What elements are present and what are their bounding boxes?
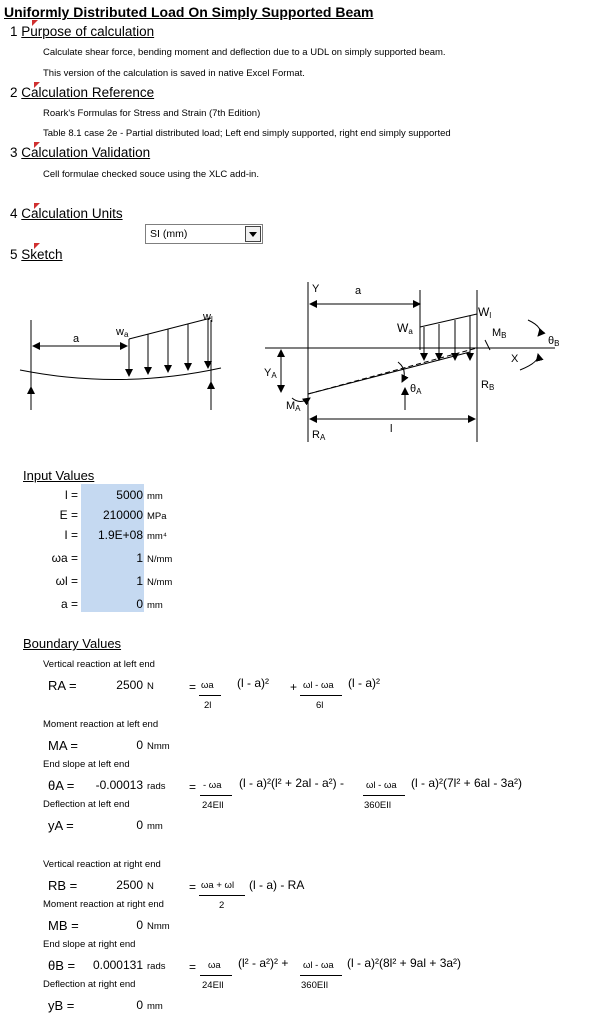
- fraction-bar: [200, 975, 232, 976]
- boundary-unit: rads: [147, 781, 166, 792]
- section-number: 5: [10, 247, 18, 262]
- formula-term: (l - a)²(8l² + 9al + 3a²): [347, 956, 462, 970]
- boundary-symbol: RA =: [48, 678, 77, 693]
- page-title: Uniformly Distributed Load On Simply Supported Beam: [4, 4, 374, 20]
- formula-denominator: 360EIl: [364, 800, 391, 811]
- boundary-value-MA: 0: [136, 738, 143, 752]
- formula-operator: +: [290, 680, 298, 694]
- section-4-heading: [10, 206, 123, 221]
- RB-label: RB: [481, 379, 495, 392]
- formula-numerator: ωl - ωa: [366, 780, 397, 791]
- input-value-wl[interactable]: 1: [136, 574, 143, 588]
- Wl-label: Wl: [478, 305, 492, 320]
- fraction-bar: [300, 695, 342, 696]
- wl-label: wl: [203, 311, 213, 324]
- section-number: 2: [10, 85, 18, 100]
- section-label: Purpose of calculation: [21, 24, 155, 39]
- input-unit: N/mm: [147, 554, 173, 565]
- input-symbol: ωl =: [55, 574, 78, 588]
- input-symbol: l =: [64, 488, 78, 502]
- boundary-unit: Nmm: [147, 741, 170, 752]
- boundary-desc: Deflection at left end: [43, 799, 130, 810]
- fraction-bar: [200, 795, 232, 796]
- MB-label: MB: [492, 327, 507, 340]
- input-value-a[interactable]: 0: [136, 597, 143, 611]
- boundary-unit: N: [147, 681, 154, 692]
- input-values-header: Input Values: [23, 468, 95, 483]
- beam-sketch: [0, 270, 605, 450]
- boundary-desc: Deflection at right end: [43, 979, 136, 990]
- boundary-symbol: θB =: [48, 958, 76, 973]
- input-unit: MPa: [147, 511, 167, 522]
- section-2-heading: [10, 85, 154, 100]
- input-unit: mm⁴: [147, 531, 167, 542]
- fraction-bar: [363, 795, 405, 796]
- equals-sign: =: [189, 960, 197, 974]
- boundary-value-RA: 2500: [116, 678, 143, 692]
- Wa-label: Wa: [397, 321, 413, 336]
- formula-term: (l - a)²: [348, 676, 380, 690]
- boundary-desc: Moment reaction at left end: [43, 719, 159, 730]
- boundary-symbol: yB =: [48, 998, 75, 1013]
- boundary-unit: Nmm: [147, 921, 170, 932]
- thetaB-label: θB: [548, 335, 560, 348]
- equals-sign: =: [189, 680, 197, 694]
- wa-label: wa: [116, 326, 129, 339]
- boundary-unit: mm: [147, 821, 163, 832]
- boundary-value-thetaA: -0.00013: [95, 778, 143, 792]
- boundary-unit: mm: [147, 1001, 163, 1012]
- comment-marker[interactable]: [34, 142, 40, 148]
- boundary-symbol: MA =: [48, 738, 78, 753]
- formula-denominator: 360EIl: [301, 980, 328, 991]
- comment-marker[interactable]: [32, 20, 38, 26]
- comment-marker[interactable]: [34, 82, 40, 88]
- boundary-value-yB: 0: [136, 998, 143, 1012]
- reference-line-2: Table 8.1 case 2e - Partial distributed load; Left end simply supported, right end simply supported: [43, 128, 451, 139]
- input-value-E[interactable]: 210000: [102, 508, 143, 522]
- RA-label: RA: [312, 429, 326, 442]
- boundary-unit: rads: [147, 961, 166, 972]
- boundary-value-thetaB: 0.000131: [92, 958, 143, 972]
- dim-l-label: l: [390, 423, 393, 435]
- x-axis-label: X: [511, 353, 519, 365]
- boundary-desc: Vertical reaction at left end: [43, 659, 155, 670]
- boundary-symbol: yA =: [48, 818, 74, 833]
- formula-term: (l - a) - RA: [249, 878, 305, 892]
- boundary-values-header: Boundary Values: [23, 636, 122, 651]
- section-label: Calculation Reference: [21, 85, 155, 100]
- comment-marker[interactable]: [34, 243, 40, 249]
- formula-denominator: 2l: [204, 700, 212, 711]
- section-5-heading: [10, 247, 63, 262]
- boundary-desc: End slope at left end: [43, 759, 130, 770]
- comment-marker[interactable]: [34, 203, 40, 209]
- boundary-value-MB: 0: [136, 918, 143, 932]
- input-unit: mm: [147, 491, 163, 502]
- dim-a-label: a: [73, 333, 80, 345]
- reference-line-1: Roark's Formulas for Stress and Strain (7th Edition): [43, 108, 261, 119]
- boundary-symbol: RB =: [48, 878, 78, 893]
- section-number: 4: [10, 206, 18, 221]
- input-value-I[interactable]: 1.9E+08: [97, 528, 143, 542]
- fraction-bar: [199, 695, 221, 696]
- formula-term: (l - a)²: [237, 676, 269, 690]
- input-symbol: I =: [64, 528, 78, 542]
- boundary-value-RB: 2500: [116, 878, 143, 892]
- input-cells-highlight: [81, 484, 144, 612]
- section-1-heading: [10, 24, 154, 39]
- input-symbol: a =: [60, 597, 78, 611]
- fraction-bar: [199, 895, 245, 896]
- boundary-desc: Vertical reaction at right end: [43, 859, 161, 870]
- boundary-symbol: MB =: [48, 918, 79, 933]
- boundary-unit: N: [147, 881, 154, 892]
- validation-line: Cell formulae checked souce using the XLC add-in.: [43, 169, 259, 180]
- formula-term: (l - a)²(l² + 2al - a²) -: [239, 776, 344, 790]
- boundary-symbol: θA =: [48, 778, 75, 793]
- boundary-desc: Moment reaction at right end: [43, 899, 164, 910]
- section-label: Calculation Units: [21, 206, 123, 221]
- MA-label: MA: [286, 400, 301, 413]
- fraction-bar: [300, 975, 342, 976]
- input-value-l[interactable]: 5000: [116, 488, 143, 502]
- purpose-line-1: Calculate shear force, bending moment and deflection due to a UDL on simply supported beam.: [43, 47, 446, 58]
- section-3-heading: [10, 145, 150, 160]
- formula-denominator: 24EIl: [202, 800, 224, 811]
- units-dropdown[interactable]: [145, 224, 263, 244]
- boundary-desc: End slope at right end: [43, 939, 136, 950]
- formula-term: (l - a)²(7l² + 6al - 3a²): [411, 776, 523, 790]
- purpose-line-2: This version of the calculation is saved in native Excel Format.: [43, 68, 305, 79]
- thetaA-label: θA: [410, 383, 422, 396]
- boundary-value-yA: 0: [136, 818, 143, 832]
- chevron-down-icon[interactable]: [245, 226, 261, 242]
- section-label: Sketch: [21, 247, 63, 262]
- y-axis-label: Y: [312, 283, 320, 295]
- input-value-wa[interactable]: 1: [136, 551, 143, 565]
- equals-sign: =: [189, 780, 197, 794]
- formula-numerator: ωa: [201, 680, 214, 691]
- input-unit: N/mm: [147, 577, 173, 588]
- formula-denominator: 6l: [316, 700, 324, 711]
- units-dropdown-value: SI (mm): [150, 228, 188, 240]
- formula-denominator: 2: [219, 900, 225, 911]
- formula-numerator: ωa + ωl: [201, 880, 235, 891]
- formula-numerator: ωl - ωa: [303, 960, 334, 971]
- formula-numerator: ωa: [208, 960, 221, 971]
- input-symbol: E =: [59, 508, 78, 522]
- section-label: Calculation Validation: [21, 145, 151, 160]
- dim-a2-label: a: [355, 285, 362, 297]
- equals-sign: =: [189, 880, 197, 894]
- formula-numerator: - ωa: [203, 780, 222, 791]
- YA-label: YA: [264, 367, 277, 380]
- section-number: 3: [10, 145, 18, 160]
- formula-term: (l² - a²)² +: [238, 956, 289, 970]
- section-number: 1: [10, 24, 18, 39]
- input-symbol: ωa =: [51, 551, 78, 565]
- formula-numerator: ωl - ωa: [303, 680, 334, 691]
- formula-denominator: 24EIl: [202, 980, 224, 991]
- input-unit: mm: [147, 600, 163, 611]
